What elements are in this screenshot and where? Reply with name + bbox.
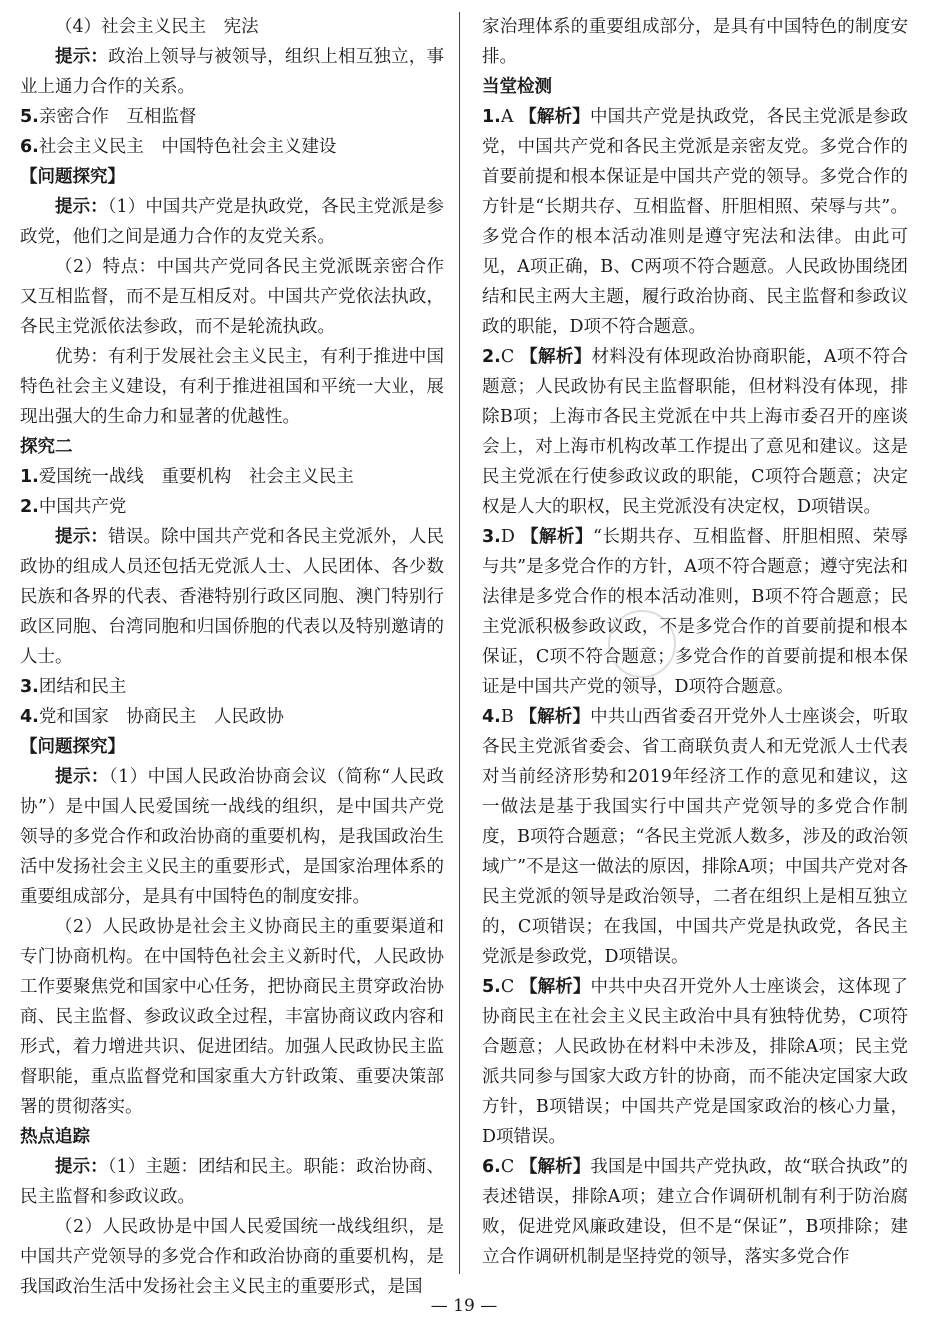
answer-item bbox=[20, 132, 444, 162]
body-paragraph: 优势：有利于发展社会主义民主，有利于推进中国特色社会主义建设，有利于推进祖国和平统一大业，展现出强大的生命力和显著的优越性。 bbox=[20, 347, 444, 427]
answer-number: 5. bbox=[482, 977, 501, 997]
answer-item bbox=[20, 102, 444, 132]
analysis-tag: 【解析】 bbox=[519, 977, 591, 997]
body-paragraph: （2）特点：中国共产党同各民主党派既亲密合作又互相监督，而不是互相反对。中国共产党依法执政，各民主党派依法参政，而不是轮流执政。 bbox=[20, 257, 444, 337]
hint-paragraph bbox=[20, 762, 444, 912]
analysis-text: 材料没有体现政治协商职能，A项不符合题意；人民政协有民主监督职能，但材料没有体现，排除B项；上海市各民主党派在中共上海市委召开的座谈会上，对上海市机构改革工作提出了意见和建议。这是民主党派在行使参政议政的职能，C项符合题意；决定权是人大的职权，民主党派没有决定权，D项错误。 bbox=[482, 347, 908, 517]
hint-label: 提示： bbox=[55, 1157, 108, 1177]
column-divider bbox=[459, 12, 460, 1274]
analysis-tag: 【解析】 bbox=[519, 1157, 591, 1177]
section-heading: 当堂检测 bbox=[482, 77, 552, 97]
test-answer bbox=[482, 1152, 908, 1272]
test-answer bbox=[482, 702, 908, 972]
hint-text: 错误。除中国共产党和各民主党派外，人民政协的组成人员还包括无党派人士、人民团体、各少数民族和各界的代表、香港特别行政区同胞、澳门特别行政区同胞、台湾同胞和归国侨胞的代表以及特别邀请的人士。 bbox=[20, 527, 445, 667]
analysis-tag: 【解析】 bbox=[519, 107, 590, 127]
answer-choice: C bbox=[500, 1157, 515, 1177]
item-number: 2. bbox=[20, 497, 39, 517]
test-answer bbox=[482, 342, 908, 522]
hint-paragraph bbox=[20, 522, 444, 672]
left-column bbox=[20, 12, 444, 1302]
answer-item bbox=[20, 702, 444, 732]
item-number: 6. bbox=[20, 137, 39, 157]
test-answer bbox=[482, 522, 908, 702]
answer-number: 1. bbox=[482, 107, 501, 127]
analysis-text: 中共山西省委召开党外人士座谈会，听取各民主党派省委会、省工商联负责人和无党派人士代表对当前经济形势和2019年经济工作的意见和建议，这一做法是基于我国实行中国共产党领导的多党合作制度，B项符合题意；“各民主党派人数多，涉及的政治领域广”不是这一做法的原因，排除A项；中国共产党对各民主党派的领导是政治领导，二者在组织上是相互独立的，C项错误；在我国，中国共产党是执政党，各民主党派是参政党，D项错误。 bbox=[482, 707, 908, 967]
body-paragraph: 家治理体系的重要组成部分，是具有中国特色的制度安排。 bbox=[482, 17, 908, 67]
section-heading: 【问题探究】 bbox=[20, 167, 125, 187]
analysis-tag: 【解析】 bbox=[520, 527, 593, 547]
hint-label: 提示： bbox=[55, 47, 109, 67]
answer-choice: B bbox=[500, 707, 514, 727]
item-text: 亲密合作 互相监督 bbox=[38, 107, 197, 127]
hint-text: （1）中国人民政治协商会议（简称“人民政协”）是中国人民爱国统一战线的组织，是中国共产党领导的多党合作和政治协商的重要机构，是我国政治生活中发扬社会主义民主的重要形式，是国家治理体系的重要组成部分，是具有中国特色的制度安排。 bbox=[20, 767, 444, 907]
answer-item bbox=[20, 462, 444, 492]
answer-choice: D bbox=[500, 527, 515, 547]
hint-text: 政治上领导与被领导，组织上相互独立，事业上通力合作的关系。 bbox=[20, 47, 445, 97]
test-answer bbox=[482, 972, 908, 1152]
analysis-text: 中国共产党是执政党，各民主党派是参政党，中国共产党和各民主党派是亲密友党。多党合作的首要前提和根本保证是中国共产党的领导。多党合作的方针是“长期共存、互相监督、肝胆相照、荣辱与共”。多党合作的根本活动准则是遵守宪法和法律。由此可见，A项正确，B、C两项不符合题意。人民政协围绕团结和民主两大主题，履行政治协商、民主监督和参政议政的职能，D项不符合题意。 bbox=[482, 107, 908, 337]
analysis-tag: 【解析】 bbox=[520, 347, 592, 367]
analysis-text: “长期共存、互相监督、肝胆相照、荣辱与共”是多党合作的方针，A项不符合题意；遵守宪法和法律是多党合作的根本活动准则，B项不符合题意；民主党派积极参政议政，不是多党合作的首要前提和根本保证，C项不符合题意；多党合作的首要前提和根本保证是中国共产党的领导，D项符合题意。 bbox=[482, 527, 908, 697]
hint-paragraph bbox=[20, 192, 444, 252]
section-heading: 热点追踪 bbox=[20, 1127, 90, 1147]
item-number: 3. bbox=[20, 677, 39, 697]
answer-number: 3. bbox=[482, 527, 501, 547]
hint-paragraph bbox=[20, 42, 444, 102]
answer-number: 2. bbox=[482, 347, 501, 367]
item-number: 1. bbox=[20, 467, 39, 487]
hint-text: （1）中国共产党是执政党，各民主党派是参政党，他们之间是通力合作的友党关系。 bbox=[20, 197, 445, 247]
body-paragraph: （2）人民政协是中国人民爱国统一战线组织，是中国共产党领导的多党合作和政治协商的重要机构，是我国政治生活中发扬社会主义民主的重要形式，是国 bbox=[20, 1217, 444, 1297]
item-text: 党和国家 协商民主 人民政协 bbox=[38, 707, 284, 727]
right-column bbox=[482, 12, 908, 1272]
test-answer bbox=[482, 102, 908, 342]
hint-text: （1）主题：团结和民主。职能：政治协商、民主监督和参政议政。 bbox=[20, 1157, 445, 1207]
item-text: 团结和民主 bbox=[38, 677, 127, 697]
answer-item bbox=[20, 672, 444, 702]
hint-label: 提示： bbox=[55, 767, 109, 787]
hint-label: 提示： bbox=[55, 197, 108, 217]
analysis-text: 我国是中国共产党执政，故“联合执政”的表述错误，排除A项；建立合作调研机制有利于防治腐败，促进党风廉政建设，但不是“保证”，B项排除；建立合作调研机制是坚持党的领导，落实多党合作 bbox=[482, 1157, 908, 1267]
answer-number: 4. bbox=[482, 707, 501, 727]
analysis-tag: 【解析】 bbox=[519, 707, 591, 727]
analysis-text: 中共中央召开党外人士座谈会，这体现了协商民主在社会主义民主政治中具有独特优势，C项符合题意；人民政协在材料中未涉及，排除A项；民主党派共同参与国家大政方针的协商，而不能决定国家大政方针，B项错误；中国共产党是国家政治的核心力量，D项错误。 bbox=[482, 977, 909, 1147]
item-text: 中国共产党 bbox=[38, 497, 127, 517]
answer-choice: C bbox=[500, 347, 515, 367]
stamp-watermark bbox=[608, 610, 676, 678]
body-paragraph: （4）社会主义民主 宪法 bbox=[55, 17, 259, 37]
item-text: 社会主义民主 中国特色社会主义建设 bbox=[38, 137, 337, 157]
answer-choice: C bbox=[500, 977, 515, 997]
hint-label: 提示： bbox=[55, 527, 109, 547]
section-heading: 【问题探究】 bbox=[20, 737, 125, 757]
section-heading: 探究二 bbox=[20, 437, 73, 457]
answer-number: 6. bbox=[482, 1157, 501, 1177]
page-number: — 19 — bbox=[430, 1296, 498, 1316]
answer-item bbox=[20, 492, 444, 522]
answer-choice: A bbox=[500, 107, 514, 127]
item-text: 爱国统一战线 重要机构 社会主义民主 bbox=[38, 467, 354, 487]
item-number: 5. bbox=[20, 107, 39, 127]
body-paragraph: （2）人民政协是社会主义协商民主的重要渠道和专门协商机构。在中国特色社会主义新时代，人民政协工作要聚焦党和国家中心任务，把协商民主贯穿政治协商、民主监督、参政议政全过程，丰富协商议政内容和形式，着力增进共识、促进团结。加强人民政协民主监督职能，重点监督党和国家重大方针政策、重要决策部署的贯彻落实。 bbox=[20, 917, 444, 1117]
hint-paragraph bbox=[20, 1152, 444, 1212]
item-number: 4. bbox=[20, 707, 39, 727]
